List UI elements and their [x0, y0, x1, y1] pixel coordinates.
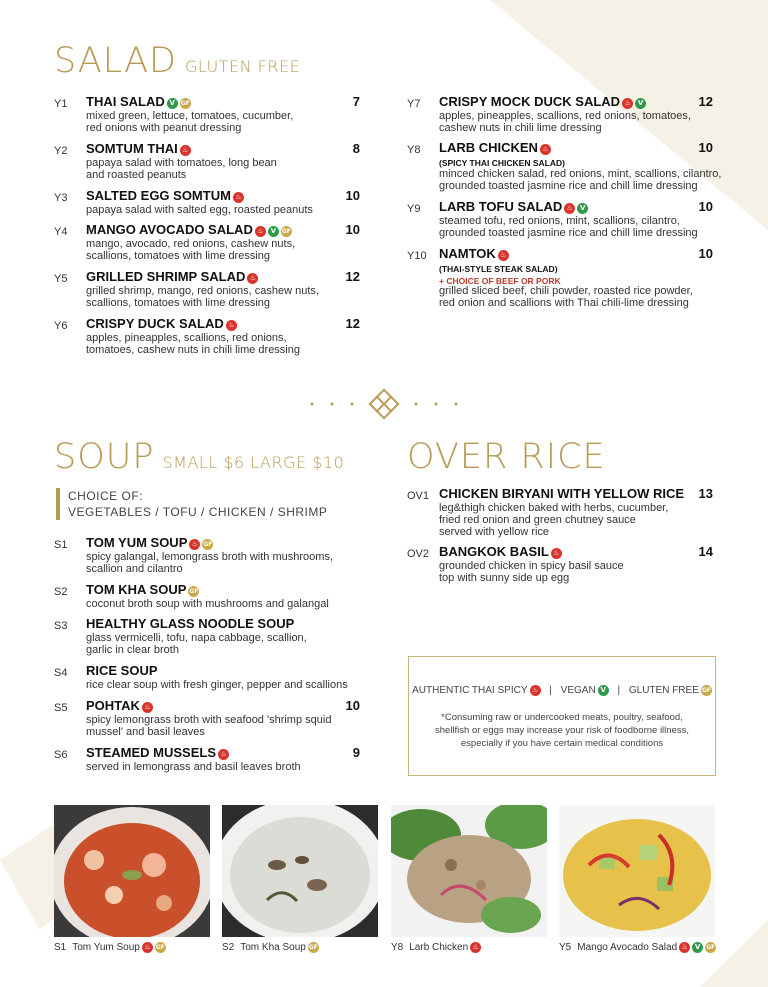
vegan-icon: V: [692, 942, 703, 953]
gluten-free-icon: GF: [189, 588, 199, 595]
item-name: TOM YUM SOUP ♨ GF: [86, 535, 213, 550]
spicy-icon: ♨: [255, 226, 266, 237]
item-code: S5: [54, 702, 68, 714]
vegan-icon: V: [577, 203, 588, 214]
over-rice-section-title: OVER RICE: [407, 437, 606, 477]
item-note: (SPICY THAI CHICKEN SALAD): [439, 158, 565, 168]
salad-title: SALAD: [54, 41, 178, 81]
item-desc: served with yellow rice: [439, 526, 550, 538]
menu-item: [54, 584, 360, 612]
item-desc: leg&thigh chicken baked with herbs, cucumber,: [439, 502, 669, 514]
item-name: STEAMED MUSSELS ♨: [86, 747, 229, 760]
item-price: 8: [352, 141, 360, 156]
item-price: 10: [345, 222, 360, 237]
menu-item: [54, 224, 360, 264]
gluten-free-icon: GF: [706, 944, 716, 951]
menu-item: [54, 700, 360, 740]
spicy-icon: ♨: [679, 942, 690, 953]
item-desc: papaya salad with salted egg, roasted peanuts: [86, 204, 313, 216]
item-desc: mixed green, lettuce, tomatoes, cucumber,: [86, 110, 294, 122]
legend-separator: |: [617, 685, 621, 696]
item-desc: scallion and cilantro: [86, 563, 183, 575]
item-desc: glass vermicelli, tofu, napa cabbage, scallion,: [86, 632, 307, 644]
item-name: POHTAK ♨: [86, 700, 153, 713]
spicy-icon: ♨: [498, 250, 509, 261]
tom-kha-soup-image: [222, 805, 378, 937]
menu-item: [407, 140, 722, 194]
item-desc: mussel' and basil leaves: [86, 726, 205, 738]
menu-item: [407, 201, 713, 241]
item-desc: cashew nuts in chili lime dressing: [439, 122, 602, 134]
soup-section-title: [54, 437, 345, 477]
photo-caption: [559, 942, 716, 953]
vegan-icon: V: [635, 98, 646, 109]
gluten-free-icon: GF: [203, 541, 213, 548]
item-name: NAMTOK ♨: [439, 248, 509, 261]
larb-chicken-image: [391, 805, 547, 937]
item-note: (THAI-STYLE STEAK SALAD): [439, 264, 558, 274]
spicy-icon: ♨: [142, 942, 153, 953]
item-code: Y10: [407, 250, 427, 262]
photo-tom-kha-soup: [222, 805, 378, 937]
menu-item: [54, 143, 360, 183]
menu-item: [54, 747, 360, 775]
item-name: CRISPY MOCK DUCK SALAD ♨ V: [439, 96, 646, 109]
item-desc: scallions, tomatoes with lime dressing: [86, 250, 271, 262]
item-code: Y8: [407, 144, 421, 156]
legend-gf-label: GLUTEN FREE: [628, 685, 699, 696]
photo-larb-chicken: [391, 805, 547, 937]
item-desc: spicy galangal, lemongrass broth with mushrooms,: [86, 551, 334, 563]
vegan-icon: V: [167, 98, 178, 109]
caption-label: Larb Chicken: [409, 942, 469, 953]
item-name: GRILLED SHRIMP SALAD ♨: [86, 271, 258, 284]
menu-item: [407, 546, 713, 586]
item-desc: tomatoes, cashew nuts in chili lime dressing: [86, 344, 300, 356]
item-desc: steamed tofu, red onions, mint, scallions, cilantro,: [439, 215, 680, 227]
item-name: BANGKOK BASIL ♨: [439, 546, 562, 559]
item-desc: apples, pineapples, scallions, red onions,: [86, 332, 287, 344]
choice-options: VEGETABLES / TOFU / CHICKEN / SHRIMP: [68, 505, 328, 519]
photo-mango-avocado-salad: [559, 805, 715, 937]
item-note: + CHOICE OF BEEF OR PORK: [439, 276, 561, 286]
item-code: S1: [54, 539, 68, 551]
spicy-icon: ♨: [540, 144, 551, 155]
spicy-icon: ♨: [247, 273, 258, 284]
food-safety-note: *Consuming raw or undercooked meats, poultry, seafood, shellfish or eggs may increase your risk of foodborne illness, especially if you have certain medical conditions: [435, 712, 689, 749]
item-desc: grilled sliced beef, chili powder, roasted rice powder,: [439, 285, 693, 297]
item-code: Y2: [54, 145, 68, 157]
item-name: RICE SOUP: [86, 663, 158, 678]
item-desc: red onions with peanut dressing: [86, 122, 242, 134]
menu-item: [54, 618, 360, 658]
soup-subtitle: SMALL $6 LARGE $10: [162, 453, 345, 472]
photo-caption: [54, 942, 166, 953]
spicy-icon: ♨: [470, 942, 481, 953]
item-desc: scallions, tomatoes with lime dressing: [86, 297, 271, 309]
caption-code: Y5: [559, 942, 572, 953]
item-name: HEALTHY GLASS NOODLE SOUP: [86, 616, 295, 631]
spicy-icon: ♨: [226, 320, 237, 331]
spicy-icon: ♨: [233, 192, 244, 203]
item-code: S2: [54, 586, 68, 598]
caption-code: S1: [54, 942, 67, 953]
gluten-free-icon: GF: [308, 944, 318, 951]
menu-item: [54, 537, 360, 577]
item-price: 12: [345, 316, 360, 331]
choice-label: CHOICE OF:: [68, 489, 144, 503]
item-desc: rice clear soup with fresh ginger, pepper and scallions: [86, 679, 348, 691]
item-name: SALTED EGG SOMTUM ♨: [86, 190, 244, 203]
item-code: OV1: [407, 490, 430, 502]
spicy-icon: ♨: [530, 685, 541, 696]
item-code: Y9: [407, 203, 421, 215]
legend-box: [408, 656, 716, 776]
caption-code: Y8: [391, 942, 404, 953]
item-desc: top with sunny side up egg: [439, 572, 570, 584]
item-desc: grounded toasted jasmine rice and chill lime dressing: [439, 227, 698, 239]
item-price: 13: [698, 486, 713, 501]
item-desc: spicy lemongrass broth with seafood 'shrimp squid: [86, 714, 332, 726]
item-code: S4: [54, 667, 68, 679]
menu-item: [407, 488, 713, 540]
photo-caption: [222, 942, 319, 953]
item-price: 10: [698, 246, 713, 261]
item-price: 7: [352, 94, 360, 109]
item-name: TOM KHA SOUP GF: [86, 582, 199, 597]
menu-item: [54, 665, 360, 693]
tom-yum-soup-image: [54, 805, 210, 937]
item-desc: grounded chicken in spicy basil sauce: [439, 560, 624, 572]
item-desc: red onion and scallions with Thai chili-lime dressing: [439, 297, 689, 309]
item-desc: and roasted peanuts: [86, 169, 187, 181]
photo-caption: [391, 942, 481, 953]
caption-code: S2: [222, 942, 235, 953]
menu-item: [54, 96, 360, 136]
item-name: CRISPY DUCK SALAD ♨: [86, 318, 237, 331]
gluten-free-icon: GF: [155, 944, 165, 951]
spicy-icon: ♨: [564, 203, 575, 214]
item-desc: apples, pineapples, scallions, red onions, tomatoes,: [439, 110, 691, 122]
spicy-icon: ♨: [180, 145, 191, 156]
item-desc: grounded toasted jasmine rice and chill lime dressing: [439, 180, 698, 192]
legend-row: [409, 685, 715, 696]
menu-item: [54, 190, 360, 218]
spicy-icon: ♨: [142, 702, 153, 713]
item-desc: served in lemongrass and basil leaves broth: [86, 761, 301, 773]
item-desc: fried red onion and green chutney sauce: [439, 514, 636, 526]
menu-item: [54, 271, 360, 311]
item-desc: coconut broth soup with mushrooms and galangal: [86, 598, 329, 610]
salad-section-title: [54, 41, 301, 81]
item-desc: papaya salad with tomatoes, long bean: [86, 157, 277, 169]
vegan-icon: V: [598, 685, 609, 696]
item-price: 14: [698, 544, 713, 559]
soup-choice-box: [56, 488, 327, 520]
item-code: S6: [54, 749, 68, 761]
caption-label: Tom Kha Soup: [240, 942, 306, 953]
legend-spicy-label: AUTHENTIC THAI SPICY: [412, 685, 528, 696]
caption-label: Mango Avocado Salad: [577, 942, 678, 953]
item-code: Y1: [54, 98, 68, 110]
item-price: 10: [698, 199, 713, 214]
spicy-icon: ♨: [189, 539, 200, 550]
mango-avocado-salad-image: [559, 805, 715, 937]
item-desc: minced chicken salad, red onions, mint, scallions, cilantro,: [439, 168, 722, 180]
gluten-free-icon: GF: [281, 228, 291, 235]
item-name: THAI SALAD V GF: [86, 94, 190, 109]
item-name: MANGO AVOCADO SALAD ♨ V GF: [86, 222, 291, 237]
item-name: SOMTUM THAI ♨: [86, 143, 191, 156]
item-desc: garlic in clear broth: [86, 644, 179, 656]
item-price: 10: [345, 188, 360, 203]
caption-label: Tom Yum Soup: [72, 942, 140, 953]
item-desc: grilled shrimp, mango, red onions, cashew nuts,: [86, 285, 319, 297]
item-code: S3: [54, 620, 68, 632]
photo-tom-yum-soup: [54, 805, 210, 937]
menu-item: [407, 96, 713, 136]
vegan-icon: V: [268, 226, 279, 237]
item-price: 12: [345, 269, 360, 284]
item-code: Y7: [407, 98, 421, 110]
item-price: 12: [698, 94, 713, 109]
item-price: 9: [352, 745, 360, 760]
item-name: CHICKEN BIRYANI WITH YELLOW RICE: [439, 486, 685, 501]
spicy-icon: ♨: [622, 98, 633, 109]
item-code: Y3: [54, 192, 68, 204]
item-code: Y5: [54, 273, 68, 285]
item-price: 10: [345, 698, 360, 713]
soup-title: SOUP: [54, 437, 155, 477]
salad-subtitle: GLUTEN FREE: [185, 57, 301, 76]
legend-separator: |: [549, 685, 552, 696]
gluten-free-icon: GF: [180, 100, 190, 107]
item-price: 10: [698, 140, 713, 155]
item-code: Y6: [54, 320, 68, 332]
menu-item: [407, 248, 713, 310]
spicy-icon: ♨: [218, 749, 229, 760]
item-code: OV2: [407, 548, 430, 560]
spicy-icon: ♨: [551, 548, 562, 559]
gluten-free-icon: GF: [701, 687, 711, 694]
legend-vegan-label: VEGAN: [560, 685, 596, 696]
section-divider-ornament: [304, 384, 464, 424]
item-name: LARB CHICKEN ♨: [439, 142, 551, 155]
menu-item: [54, 318, 360, 358]
item-name: LARB TOFU SALAD ♨ V: [439, 201, 588, 214]
item-code: Y4: [54, 226, 68, 238]
item-desc: mango, avocado, red onions, cashew nuts,: [86, 238, 296, 250]
